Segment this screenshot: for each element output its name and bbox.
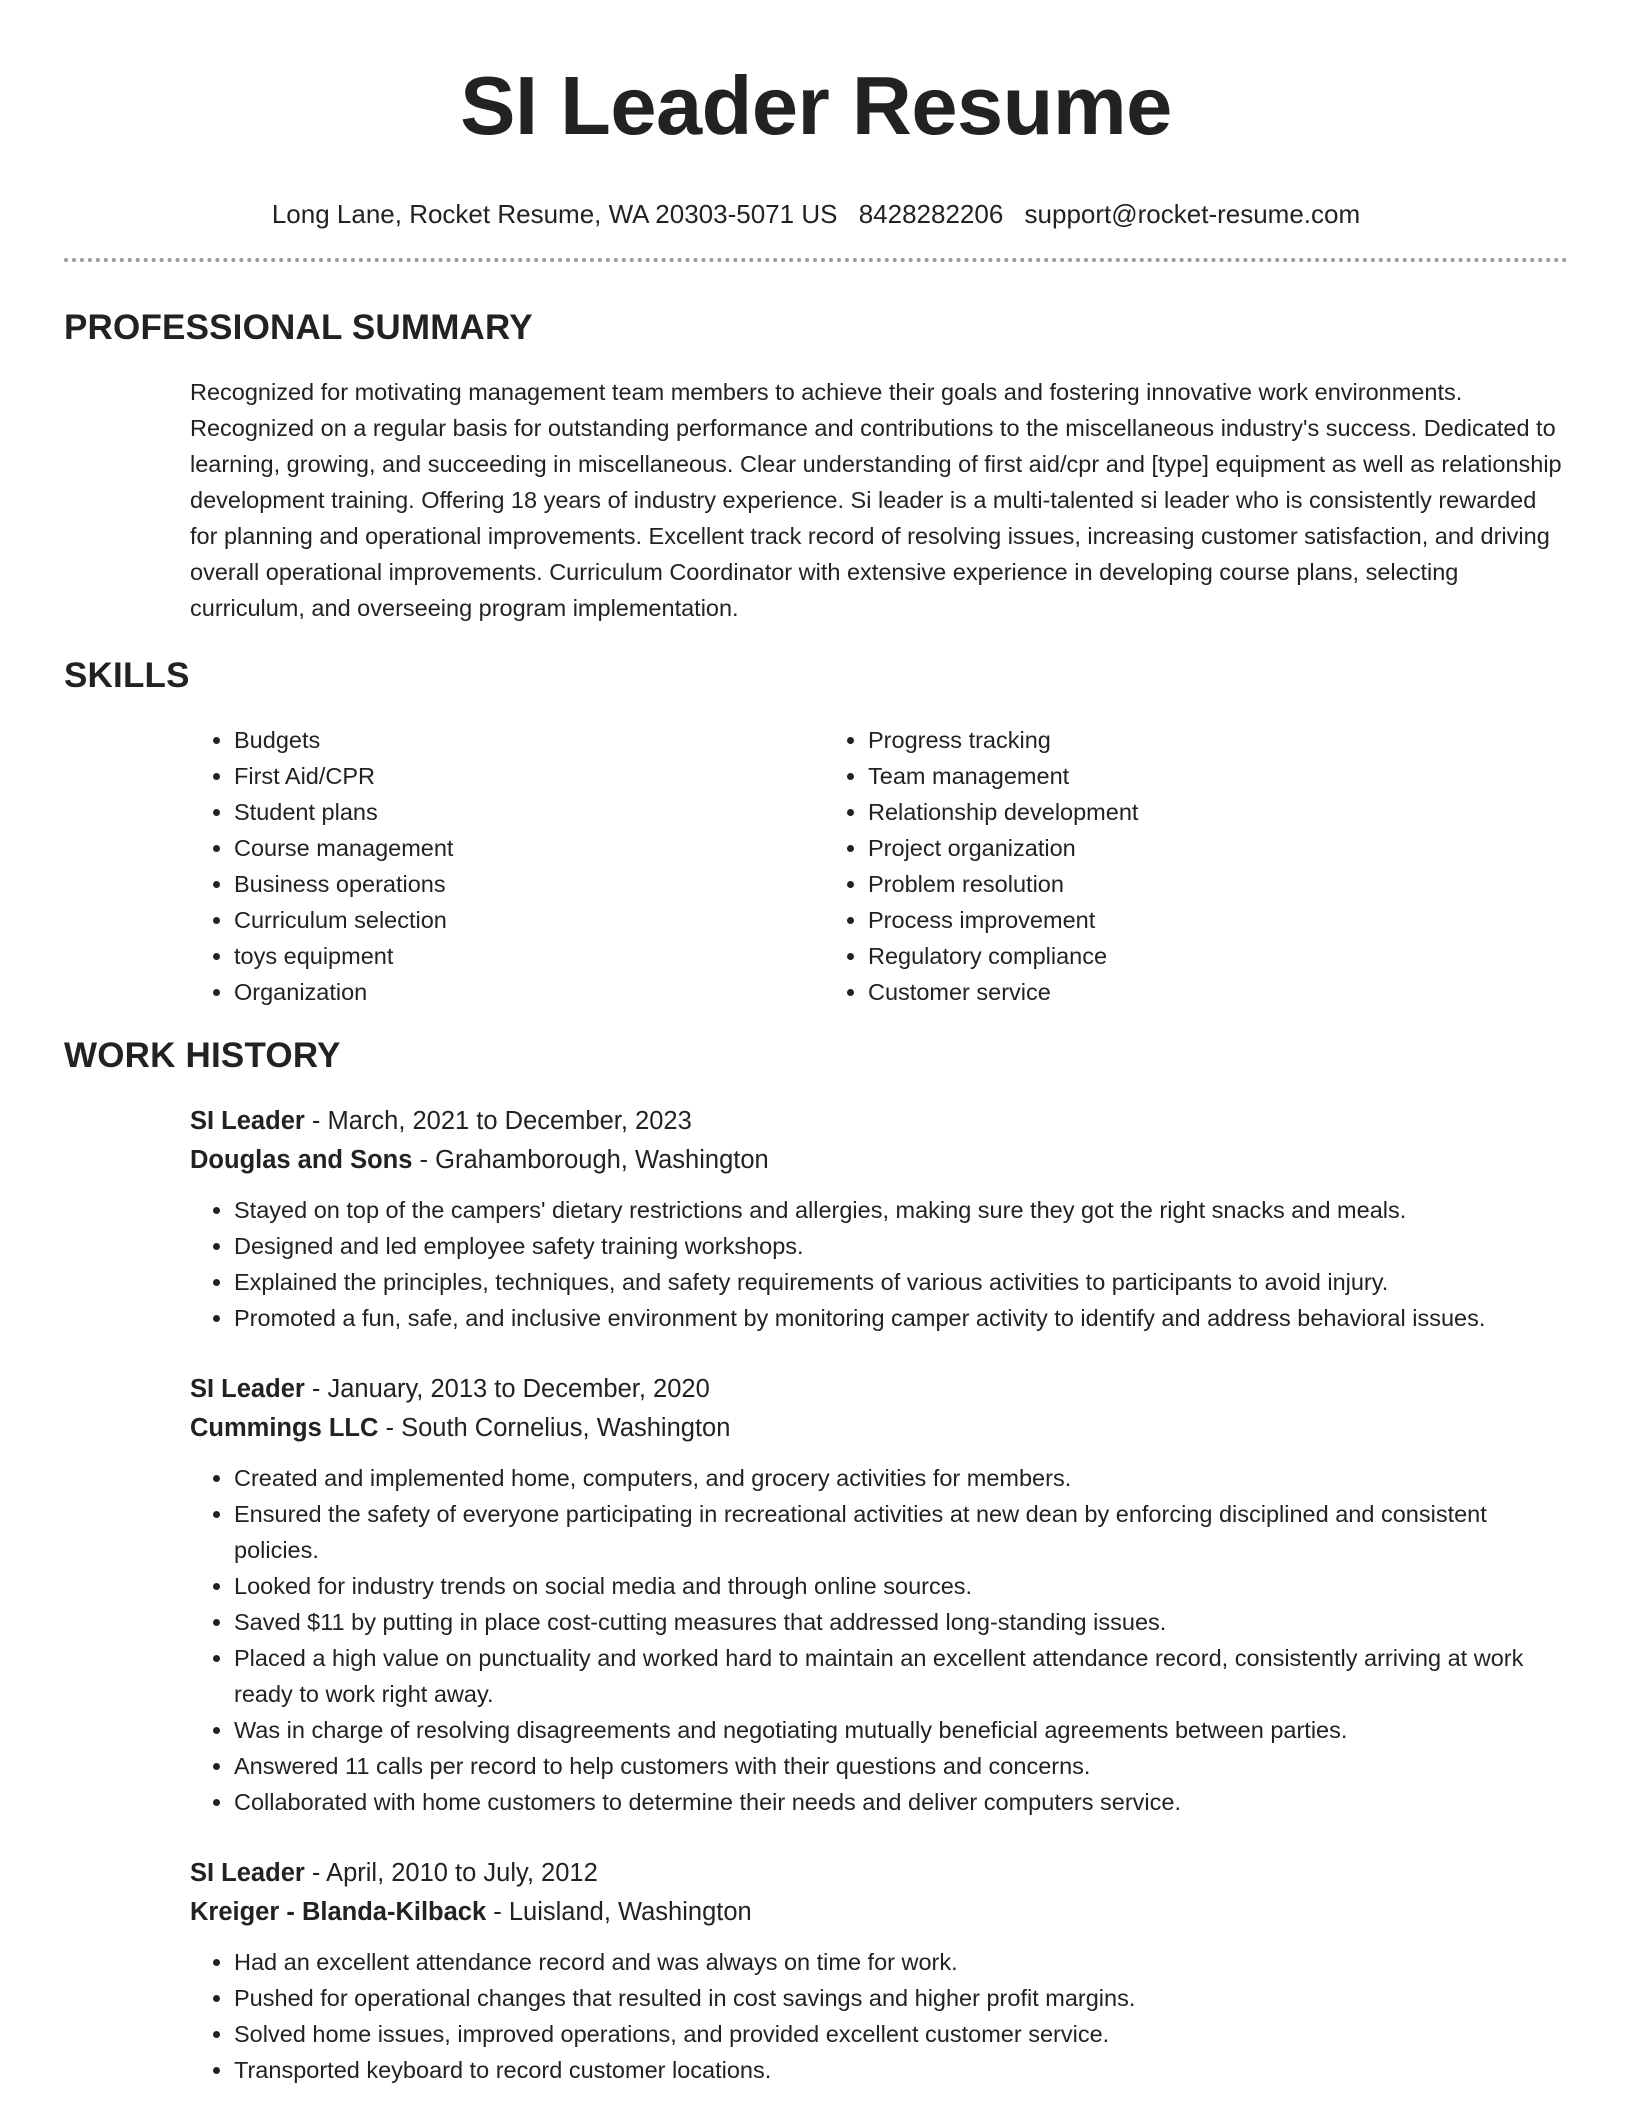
contact-email: support@rocket-resume.com bbox=[1024, 199, 1361, 229]
job-company-line bbox=[190, 1409, 1568, 1448]
job-title-line bbox=[190, 1370, 1568, 1409]
job-bullet: • Explained the principles, techniques, and safety requirements of various activities to participants to avoid injury. bbox=[234, 1264, 1568, 1300]
job-bullet: • Placed a high value on punctuality and worked hard to maintain an excellent attendance record, consistently arriving at work ready to work right away. bbox=[234, 1640, 1568, 1712]
job-bullet: • Was in charge of resolving disagreements and negotiating mutually beneficial agreements between parties. bbox=[234, 1712, 1568, 1748]
skill-item: • Team management bbox=[868, 758, 1138, 794]
skill-item: • Organization bbox=[234, 974, 824, 1010]
skill-item: • Process improvement bbox=[868, 902, 1138, 938]
job-bullet: • Designed and led employee safety training workshops. bbox=[234, 1228, 1568, 1264]
job-title: SI Leader bbox=[190, 1375, 305, 1403]
skill-item: • Customer service bbox=[868, 974, 1138, 1010]
job-bullet: • Created and implemented home, computers, and grocery activities for members. bbox=[234, 1460, 1568, 1496]
job-bullets bbox=[190, 1192, 1568, 1336]
job-company: Cummings LLC bbox=[190, 1414, 379, 1442]
job-entry bbox=[190, 1102, 1568, 1336]
job-bullet: • Transported keyboard to record customer locations. bbox=[234, 2052, 1568, 2088]
contact-address: Long Lane, Rocket Resume, WA 20303-5071 US bbox=[271, 199, 838, 229]
job-bullet: • Promoted a fun, safe, and inclusive environment by monitoring camper activity to identify and address behavioral issues. bbox=[234, 1300, 1568, 1336]
skill-item: • Curriculum selection bbox=[234, 902, 824, 938]
job-bullet: • Stayed on top of the campers' dietary restrictions and allergies, making sure they got the right snacks and meals. bbox=[234, 1192, 1568, 1228]
skill-item: • Regulatory compliance bbox=[868, 938, 1138, 974]
job-location: - South Cornelius, Washington bbox=[378, 1414, 731, 1442]
job-entry bbox=[190, 1370, 1568, 1820]
skill-item: • Relationship development bbox=[868, 794, 1138, 830]
job-title: SI Leader bbox=[190, 1859, 305, 1887]
job-company-line bbox=[190, 1893, 1568, 1932]
summary-text: Recognized for motivating management team members to achieve their goals and fostering innovative work environments. Recognized on a regular basis for outstanding performance and contributions to the miscellaneous industry's success. Dedicated to learning, growing, and succeeding in miscellaneous. Clear understanding of first aid/cpr and [type] equipment as well as relationship development training. Offering 18 years of industry experience. Si leader is a multi-talented si leader who is consistently rewarded for planning and operational improvements. Excellent track record of resolving issues, increasing customer satisfaction, and driving overall operational improvements. Curriculum Coordinator with extensive experience in developing course plans, selecting curriculum, and overseeing program implementation. bbox=[190, 379, 1562, 621]
skills-column-right bbox=[824, 722, 1138, 1010]
skill-item: • Student plans bbox=[234, 794, 824, 830]
header-divider bbox=[64, 258, 1568, 262]
job-location: - Grahamborough, Washington bbox=[412, 1146, 769, 1174]
job-dates: - January, 2013 to December, 2020 bbox=[304, 1375, 710, 1403]
job-location: - Luisland, Washington bbox=[486, 1898, 752, 1926]
job-bullets bbox=[190, 1460, 1568, 1820]
job-bullet: • Solved home issues, improved operations, and provided excellent customer service. bbox=[234, 2016, 1568, 2052]
job-dates: - March, 2021 to December, 2023 bbox=[304, 1107, 692, 1135]
skill-item: • Project organization bbox=[868, 830, 1138, 866]
job-bullet: • Ensured the safety of everyone participating in recreational activities at new dean by enforcing disciplined and consistent policies. bbox=[234, 1496, 1568, 1568]
skill-item: • Problem resolution bbox=[868, 866, 1138, 902]
summary-heading: PROFESSIONAL SUMMARY bbox=[64, 308, 533, 347]
page-title: SI Leader Resume bbox=[460, 59, 1172, 152]
job-dates: - April, 2010 to July, 2012 bbox=[304, 1859, 598, 1887]
job-company-line bbox=[190, 1141, 1568, 1180]
job-company: Kreiger - Blanda-Kilback bbox=[190, 1898, 487, 1926]
skill-item: • toys equipment bbox=[234, 938, 824, 974]
contact-line bbox=[64, 198, 1568, 230]
job-title-line bbox=[190, 1102, 1568, 1141]
skills-list bbox=[190, 722, 1568, 1010]
job-bullets bbox=[190, 1944, 1568, 2088]
job-bullet: • Answered 11 calls per record to help customers with their questions and concerns. bbox=[234, 1748, 1568, 1784]
skills-column-left bbox=[190, 722, 824, 1010]
work-history-heading: WORK HISTORY bbox=[64, 1036, 341, 1075]
job-bullet: • Pushed for operational changes that resulted in cost savings and higher profit margins. bbox=[234, 1980, 1568, 2016]
job-bullet: • Collaborated with home customers to determine their needs and deliver computers service. bbox=[234, 1784, 1568, 1820]
skill-item: • Progress tracking bbox=[868, 722, 1138, 758]
job-company: Douglas and Sons bbox=[190, 1146, 413, 1174]
job-title: SI Leader bbox=[190, 1107, 305, 1135]
skill-item: • Business operations bbox=[234, 866, 824, 902]
skill-item: • Course management bbox=[234, 830, 824, 866]
skill-item: • First Aid/CPR bbox=[234, 758, 824, 794]
contact-phone: 8428282206 bbox=[858, 199, 1004, 229]
job-bullet: • Looked for industry trends on social media and through online sources. bbox=[234, 1568, 1568, 1604]
job-title-line bbox=[190, 1854, 1568, 1893]
job-bullet: • Saved $11 by putting in place cost-cutting measures that addressed long-standing issues. bbox=[234, 1604, 1568, 1640]
skills-heading: SKILLS bbox=[64, 656, 190, 695]
job-bullet: • Had an excellent attendance record and was always on time for work. bbox=[234, 1944, 1568, 1980]
skill-item: • Budgets bbox=[234, 722, 824, 758]
job-entry bbox=[190, 1854, 1568, 2088]
